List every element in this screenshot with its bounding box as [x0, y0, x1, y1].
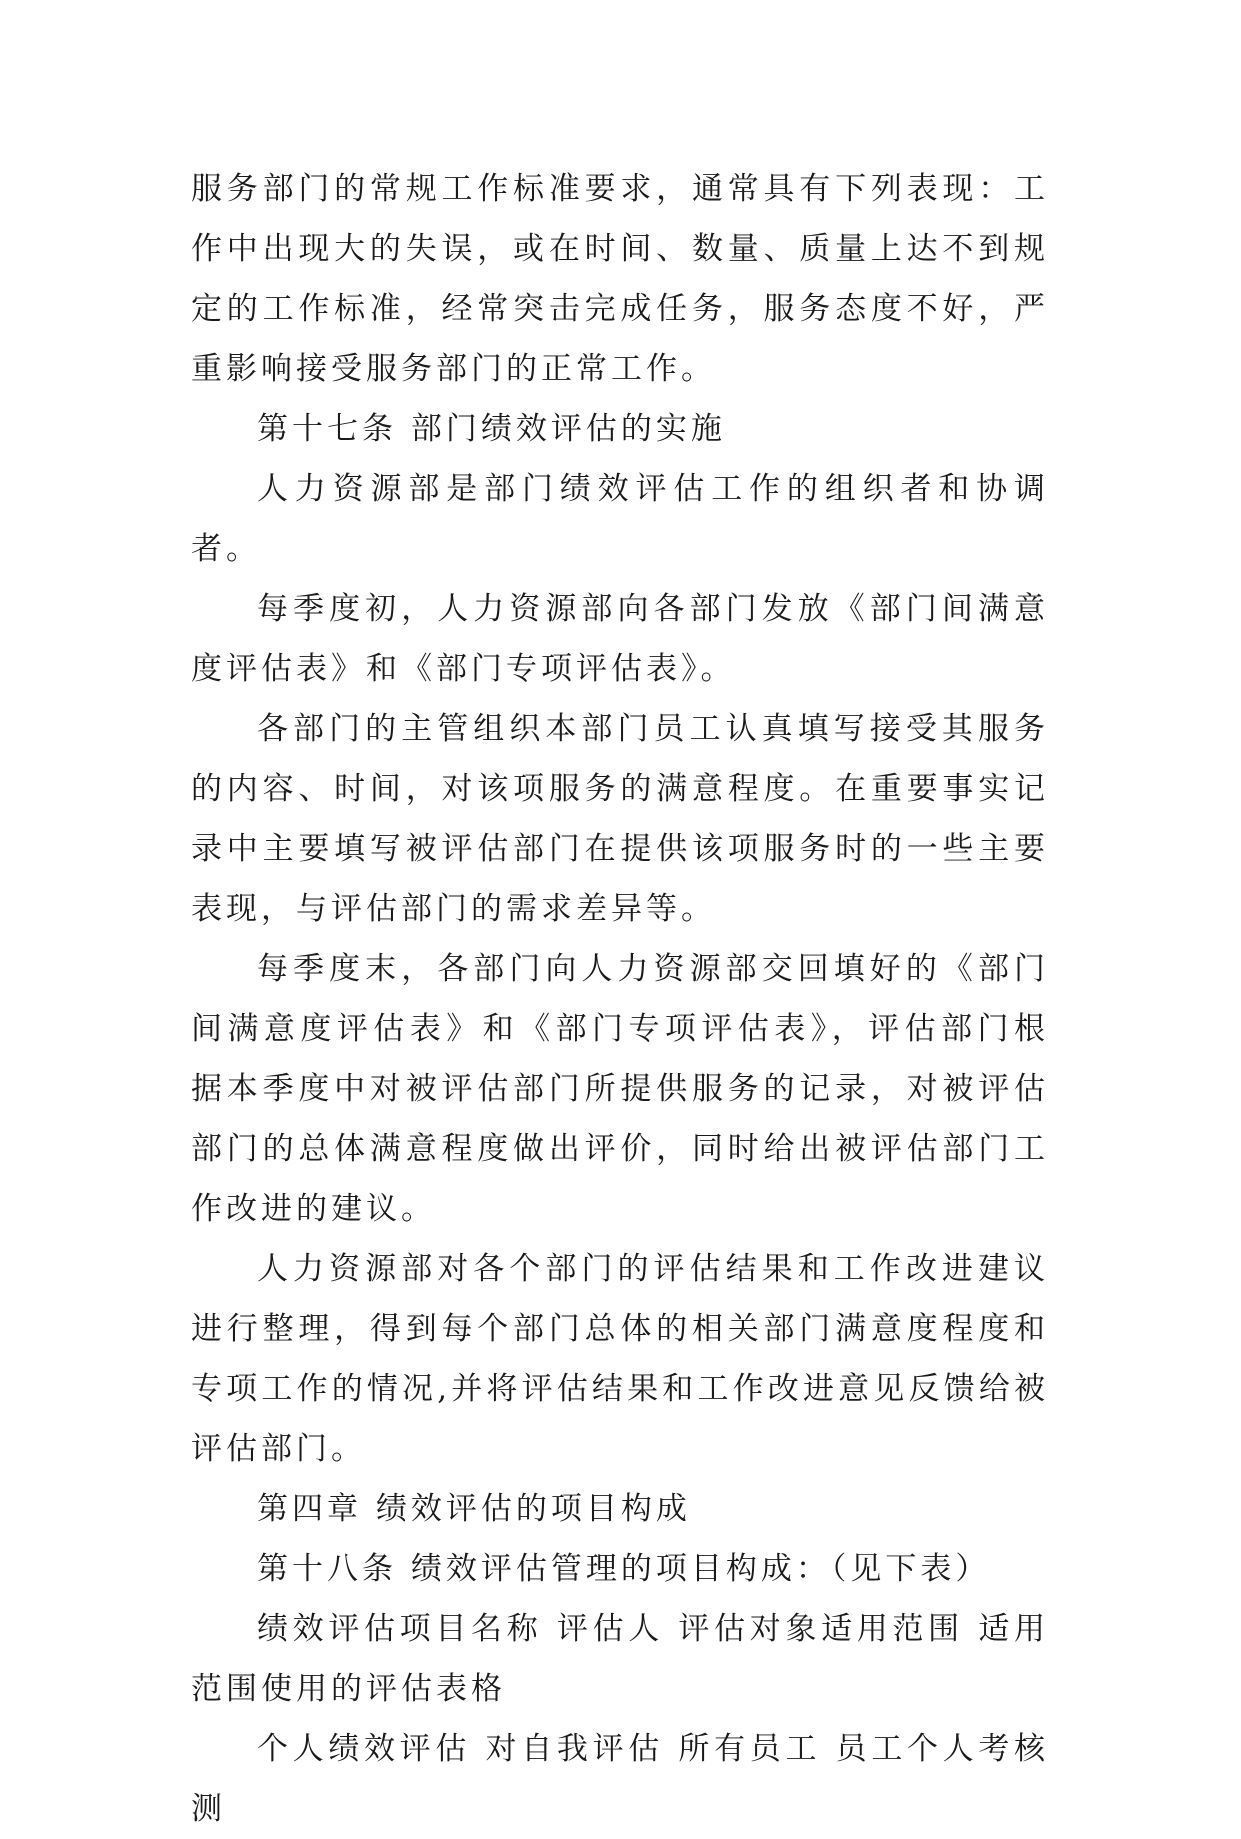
- table-row-line: 个人绩效评估 对自我评估 所有员工 员工个人考核测: [191, 1731, 1049, 1827]
- paragraph-3: 每季度初，人力资源部向各部门发放《部门间满意度评估表》和《部门专项评估表》。: [191, 591, 1049, 687]
- paragraph-2: 人力资源部是部门绩效评估工作的组织者和协调者。: [191, 471, 1049, 567]
- section-heading-article-18: 第十八条 绩效评估管理的项目构成：（见下表）: [257, 1551, 991, 1587]
- paragraph-4: 各部门的主管组织本部门员工认真填写接受其服务的内容、时间，对该项服务的满意程度。在重要事实记录中主要填写被评估部门在提供该项服务时的一些主要表现，与评估部门的需求差异等。: [191, 711, 1049, 927]
- paragraph-6: 人力资源部对各个部门的评估结果和工作改进建议进行整理，得到每个部门总体的相关部门满意度程度和专项工作的情况,并将评估结果和工作改进意见反馈给被评估部门。: [191, 1251, 1049, 1467]
- table-header-line: 绩效评估项目名称 评估人 评估对象适用范围 适用范围使用的评估表格: [191, 1611, 1049, 1707]
- paragraph-1: 服务部门的常规工作标准要求，通常具有下列表现：工作中出现大的失误，或在时间、数量、质量上达不到规定的工作标准，经常突击完成任务，服务态度不好，严重影响接受服务部门的正常工作。: [191, 171, 1049, 387]
- paragraph-5: 每季度末，各部门向人力资源部交回填好的《部门间满意度评估表》和《部门专项评估表》，评估部门根据本季度中对被评估部门所提供服务的记录，对被评估部门的总体满意程度做出评价，同时给出被评估部门工作改进的建议。: [191, 951, 1049, 1227]
- document-body: [191, 159, 1049, 1839]
- section-heading-article-17: 第十七条 部门绩效评估的实施: [257, 411, 726, 447]
- chapter-heading-4: 第四章 绩效评估的项目构成: [257, 1491, 691, 1527]
